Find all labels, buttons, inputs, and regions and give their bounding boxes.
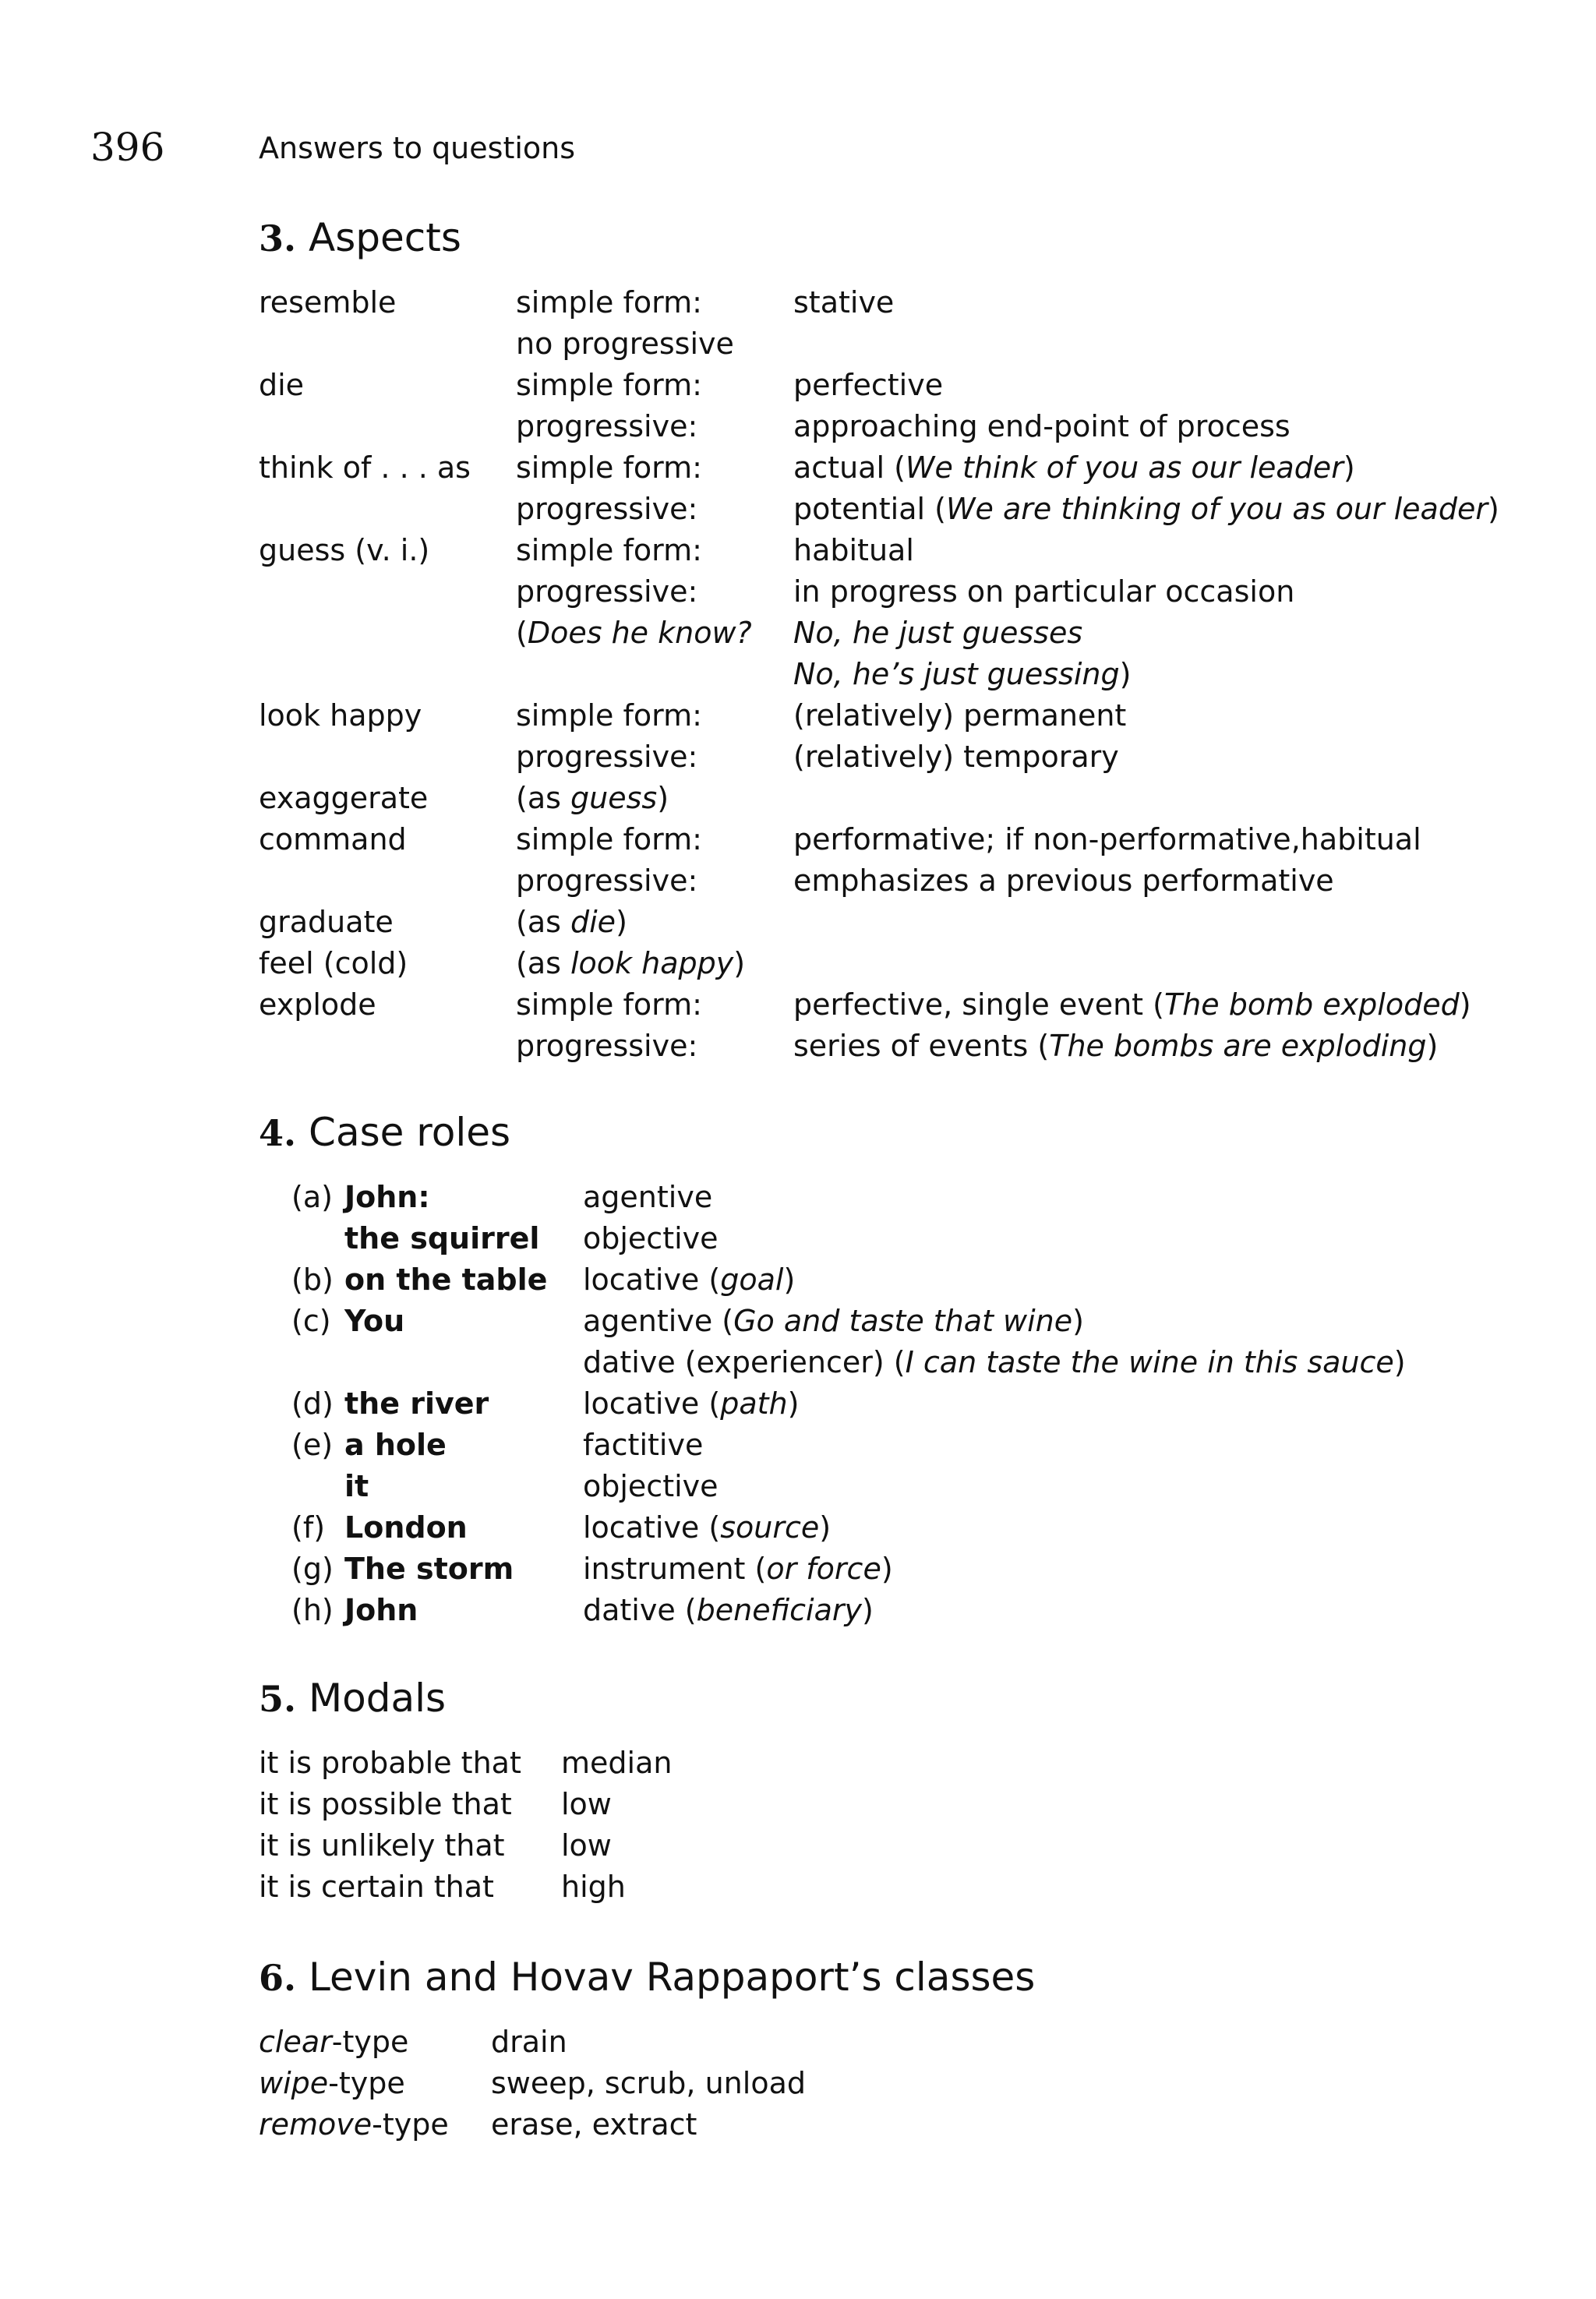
phrase-cell: The storm bbox=[344, 1552, 514, 1586]
verb-cell: explode bbox=[259, 987, 376, 1022]
section-number: 4. bbox=[259, 1112, 297, 1154]
value-cell: low bbox=[561, 1787, 612, 1821]
form-cell: (as guess) bbox=[516, 781, 669, 815]
verbs-cell: drain bbox=[491, 2025, 567, 2059]
form-cell: progressive: bbox=[516, 1029, 698, 1063]
item-label: (a) bbox=[291, 1180, 333, 1214]
item-label: (f) bbox=[291, 1510, 326, 1545]
form-cell: simple form: bbox=[516, 533, 702, 567]
form-cell: progressive: bbox=[516, 574, 698, 609]
meaning-cell: in progress on particular occasion bbox=[793, 574, 1295, 609]
section-heading-case-roles bbox=[259, 1110, 510, 1155]
phrase-cell: John: bbox=[344, 1180, 430, 1214]
meaning-cell: potential (We are thinking of you as our leader) bbox=[793, 492, 1499, 526]
role-cell: locative (source) bbox=[583, 1510, 832, 1545]
meaning-cell: (relatively) temporary bbox=[793, 740, 1119, 774]
form-cell: simple form: bbox=[516, 450, 702, 485]
expression-cell: it is possible that bbox=[259, 1787, 512, 1821]
verb-cell: command bbox=[259, 822, 407, 856]
running-head: Answers to questions bbox=[259, 131, 576, 165]
value-cell: median bbox=[561, 1746, 673, 1780]
form-cell: progressive: bbox=[516, 492, 698, 526]
meaning-cell: performative; if non-performative,habitual bbox=[793, 822, 1421, 856]
form-cell: no progressive bbox=[516, 327, 734, 361]
phrase-cell: the squirrel bbox=[344, 1221, 540, 1255]
form-cell: simple form: bbox=[516, 368, 702, 402]
section-number: 6. bbox=[259, 1957, 297, 1999]
meaning-cell: approaching end-point of process bbox=[793, 409, 1291, 443]
phrase-cell: John bbox=[344, 1593, 418, 1627]
class-cell: wipe-type bbox=[259, 2066, 405, 2100]
verb-cell: think of . . . as bbox=[259, 450, 471, 485]
expression-cell: it is probable that bbox=[259, 1746, 521, 1780]
item-label: (e) bbox=[291, 1428, 334, 1462]
role-cell: locative (goal) bbox=[583, 1263, 796, 1297]
form-cell: simple form: bbox=[516, 987, 702, 1022]
verb-cell: look happy bbox=[259, 698, 422, 733]
phrase-cell: the river bbox=[344, 1386, 489, 1421]
verb-cell: graduate bbox=[259, 905, 394, 939]
section-heading-aspects bbox=[259, 215, 461, 260]
role-cell: locative (path) bbox=[583, 1386, 800, 1421]
class-cell: remove-type bbox=[259, 2107, 449, 2142]
role-cell: objective bbox=[583, 1221, 719, 1255]
item-label: (b) bbox=[291, 1263, 334, 1297]
section-title: Aspects bbox=[309, 215, 461, 260]
verbs-cell: sweep, scrub, unload bbox=[491, 2066, 806, 2100]
form-cell: progressive: bbox=[516, 409, 698, 443]
meaning-cell: actual (We think of you as our leader) bbox=[793, 450, 1355, 485]
value-cell: low bbox=[561, 1828, 612, 1863]
verb-cell: exaggerate bbox=[259, 781, 429, 815]
meaning-cell: No, he’s just guessing) bbox=[793, 657, 1132, 691]
role-cell: instrument (or force) bbox=[583, 1552, 893, 1586]
verb-cell: feel (cold) bbox=[259, 946, 408, 980]
role-cell: agentive bbox=[583, 1180, 713, 1214]
page-number: 396 bbox=[90, 125, 165, 170]
item-label: (c) bbox=[291, 1304, 331, 1338]
role-cell: factitive bbox=[583, 1428, 704, 1462]
form-cell: simple form: bbox=[516, 822, 702, 856]
meaning-cell: perfective, single event (The bomb exploded) bbox=[793, 987, 1471, 1022]
verb-cell: resemble bbox=[259, 285, 397, 320]
role-cell: dative (beneficiary) bbox=[583, 1593, 874, 1627]
phrase-cell: on the table bbox=[344, 1263, 548, 1297]
section-heading-levin-classes bbox=[259, 1955, 1035, 2000]
form-cell: simple form: bbox=[516, 698, 702, 733]
expression-cell: it is certain that bbox=[259, 1870, 494, 1904]
section-number: 3. bbox=[259, 217, 297, 260]
form-cell: progressive: bbox=[516, 863, 698, 898]
meaning-cell: No, he just guesses bbox=[793, 616, 1083, 650]
section-title: Levin and Hovav Rappaport’s classes bbox=[309, 1955, 1036, 2000]
meaning-cell: habitual bbox=[793, 533, 914, 567]
class-cell: clear-type bbox=[259, 2025, 409, 2059]
verb-cell: guess (v. i.) bbox=[259, 533, 430, 567]
item-label: (g) bbox=[291, 1552, 334, 1586]
role-cell: dative (experiencer) (I can taste the wine in this sauce) bbox=[583, 1345, 1406, 1379]
form-cell: (as look happy) bbox=[516, 946, 746, 980]
meaning-cell: perfective bbox=[793, 368, 944, 402]
role-cell: objective bbox=[583, 1469, 719, 1503]
section-title: Case roles bbox=[309, 1110, 511, 1155]
phrase-cell: You bbox=[344, 1304, 405, 1338]
form-cell: (as die) bbox=[516, 905, 627, 939]
meaning-cell: series of events (The bombs are exploding) bbox=[793, 1029, 1439, 1063]
phrase-cell: a hole bbox=[344, 1428, 447, 1462]
phrase-cell: London bbox=[344, 1510, 468, 1545]
item-label: (d) bbox=[291, 1386, 334, 1421]
item-label: (h) bbox=[291, 1593, 334, 1627]
form-cell: progressive: bbox=[516, 740, 698, 774]
meaning-cell: emphasizes a previous performative bbox=[793, 863, 1334, 898]
section-heading-modals bbox=[259, 1676, 446, 1721]
form-cell: (Does he know? bbox=[516, 616, 752, 650]
meaning-cell: (relatively) permanent bbox=[793, 698, 1127, 733]
value-cell: high bbox=[561, 1870, 626, 1904]
section-title: Modals bbox=[309, 1676, 447, 1721]
section-number: 5. bbox=[259, 1678, 297, 1720]
verb-cell: die bbox=[259, 368, 305, 402]
meaning-cell: stative bbox=[793, 285, 895, 320]
phrase-cell: it bbox=[344, 1469, 369, 1503]
role-cell: agentive (Go and taste that wine) bbox=[583, 1304, 1084, 1338]
verbs-cell: erase, extract bbox=[491, 2107, 697, 2142]
expression-cell: it is unlikely that bbox=[259, 1828, 505, 1863]
form-cell: simple form: bbox=[516, 285, 702, 320]
